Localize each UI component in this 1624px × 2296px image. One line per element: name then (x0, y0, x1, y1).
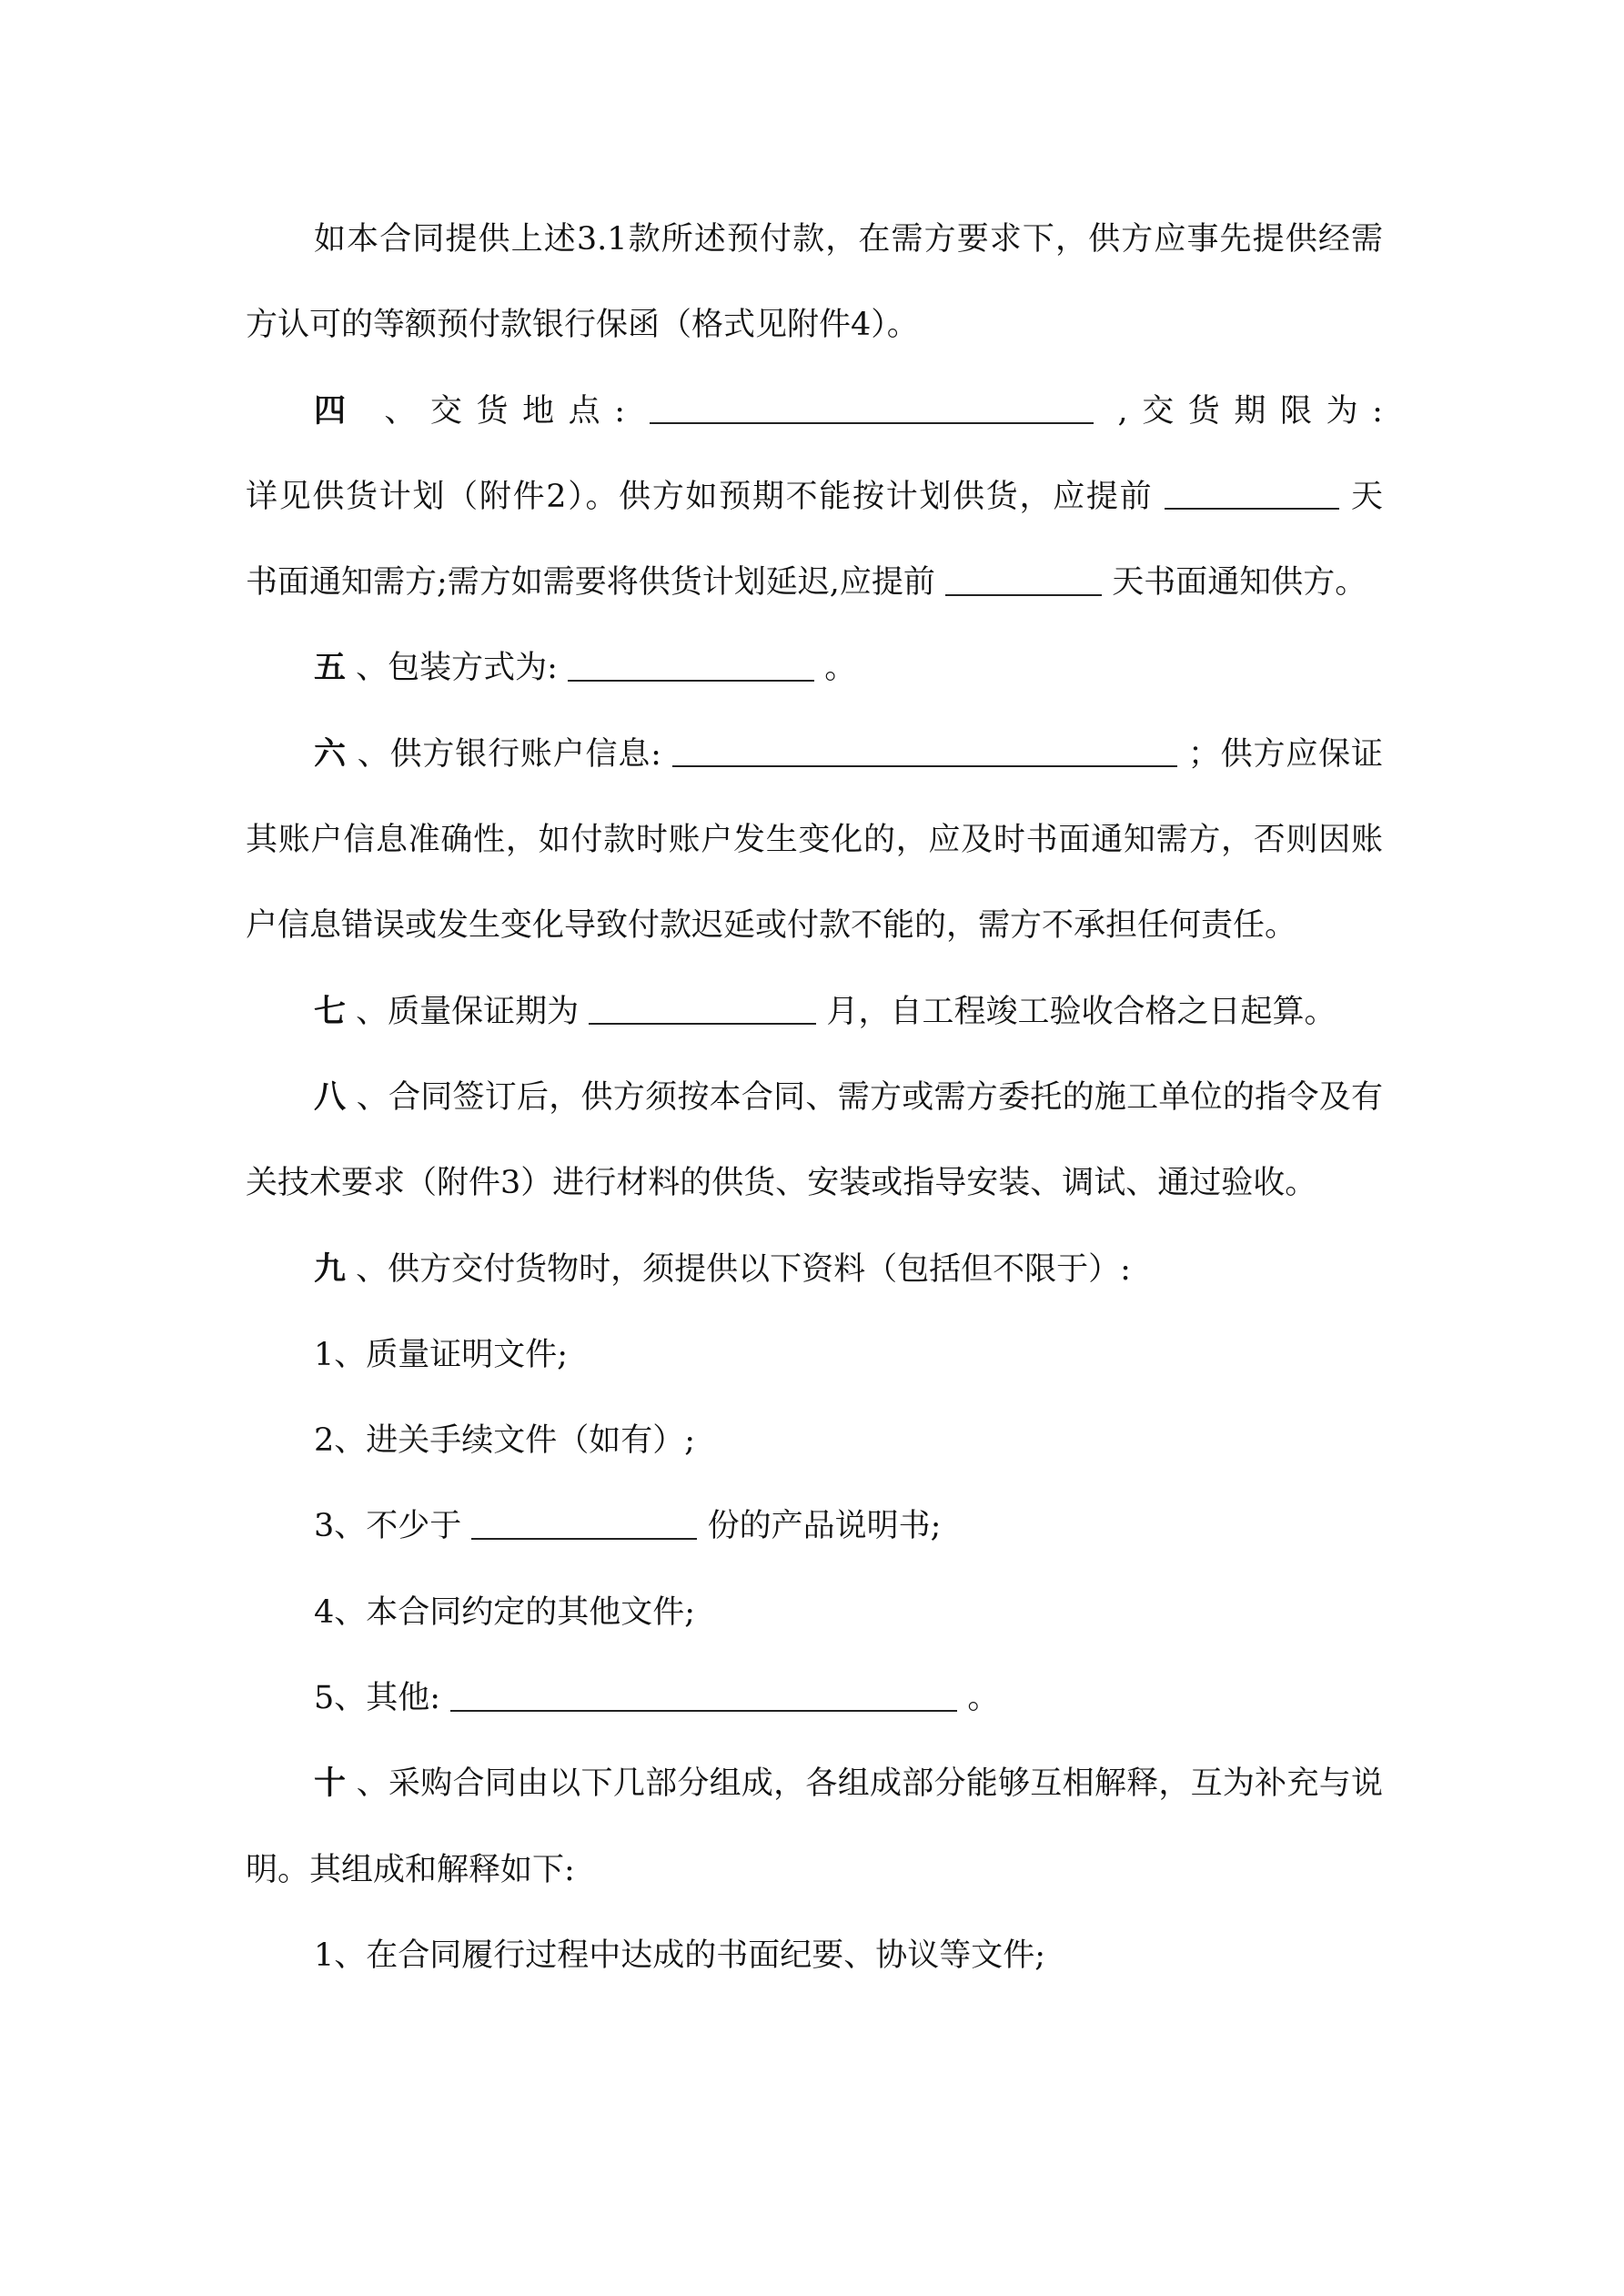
text-line (246, 197, 1383, 282)
section-number: 九 (314, 1249, 347, 1288)
text-line (246, 1312, 1383, 1398)
text-segment: 、采购合同由以下几部分组成，各组成部分能够互相解释，互为补充与说 (356, 1765, 1383, 1803)
text-segment: 关技术要求（附件3）进行材料的供货、安装或指导安装、调试、通过验收。 (246, 1165, 1317, 1202)
text-line (246, 1827, 1383, 1913)
text-segment: 5、其他: (314, 1680, 451, 1717)
text-line (246, 282, 1383, 368)
text-segment: 月，自工程竣工验收合格之日起算。 (826, 993, 1337, 1030)
section-number: 五 (314, 649, 347, 687)
fill-in-blank (471, 1504, 697, 1540)
text-segment: 份的产品说明书; (707, 1508, 942, 1545)
text-line (246, 712, 1383, 797)
text-line (246, 1913, 1383, 1998)
text-segment: 其账户信息准确性，如付款时账户发生变化的，应及时书面通知需方，否则因账 (246, 822, 1383, 859)
text-segment: 、供方银行账户信息: (357, 735, 672, 773)
text-line (246, 1227, 1383, 1312)
section-number: 四 (314, 391, 360, 430)
text-line (246, 1570, 1383, 1655)
text-segment: 如本合同提供上述3.1款所述预付款，在需方要求下，供方应事先提供经需 (314, 221, 1383, 258)
text-segment: 。 (967, 1680, 1000, 1717)
section-number: 十 (314, 1765, 347, 1803)
section-number: 六 (314, 734, 347, 773)
text-line (246, 454, 1383, 540)
text-line (246, 797, 1383, 883)
fill-in-blank (568, 646, 814, 682)
text-segment: 1、在合同履行过程中达成的书面纪要、协议等文件; (314, 1937, 1046, 1974)
text-segment: 明。其组成和解释如下: (246, 1851, 575, 1888)
fill-in-blank (650, 389, 1094, 424)
text-line (246, 1483, 1383, 1569)
contract-page-body (246, 197, 1383, 1998)
text-segment: 4、本合同约定的其他文件; (314, 1593, 696, 1631)
text-line (246, 883, 1383, 968)
text-segment: 方认可的等额预付款银行保函（格式见附件4）。 (246, 307, 919, 344)
text-line (246, 540, 1383, 625)
text-segment: 、包装方式为: (356, 650, 569, 687)
text-line (246, 1655, 1383, 1741)
text-segment: 1、质量证明文件; (314, 1336, 569, 1373)
text-line (246, 1055, 1383, 1140)
text-segment: 、交货地点: (384, 392, 626, 430)
text-segment: 2、进关手续文件（如有）; (314, 1422, 696, 1460)
text-line (246, 369, 1383, 454)
text-segment: 天 (1350, 478, 1383, 515)
text-segment: ,交货期限为: (1117, 392, 1383, 430)
fill-in-blank (672, 733, 1177, 768)
text-line (246, 1398, 1383, 1483)
text-segment: 、合同签订后，供方须按本合同、需方或需方委托的施工单位的指令及有 (356, 1078, 1383, 1116)
text-segment: 、供方交付货物时，须提供以下资料（包括但不限于）: (356, 1250, 1131, 1288)
text-line (246, 1140, 1383, 1226)
text-segment: 。 (824, 650, 857, 687)
text-segment: 3、不少于 (314, 1508, 462, 1545)
text-line (246, 625, 1383, 711)
text-line (246, 969, 1383, 1055)
text-line (246, 1741, 1383, 1826)
fill-in-blank (945, 561, 1102, 596)
section-number: 七 (314, 992, 347, 1030)
text-segment: 、质量保证期为 (356, 993, 580, 1030)
text-segment: 户信息错误或发生变化导致付款迟延或付款不能的，需方不承担任何责任。 (246, 907, 1297, 945)
text-segment: 书面通知需方;需方如需要将供货计划延迟,应提前 (246, 564, 935, 602)
fill-in-blank (450, 1676, 957, 1712)
section-number: 八 (314, 1077, 347, 1116)
text-segment: ；供方应保证 (1187, 735, 1383, 773)
fill-in-blank (1165, 475, 1339, 511)
text-segment: 天书面通知供方。 (1112, 564, 1367, 602)
fill-in-blank (589, 989, 816, 1025)
text-segment: 详见供货计划（附件2）。供方如预期不能按计划供货，应提前 (246, 478, 1154, 515)
